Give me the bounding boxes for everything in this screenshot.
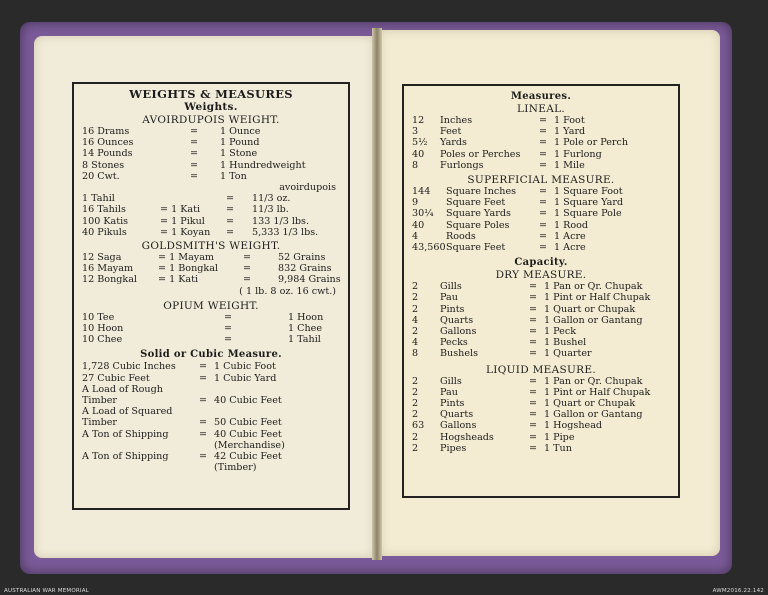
table-cell: Pints bbox=[440, 303, 465, 315]
table-cell: 9,984 Grains bbox=[278, 274, 341, 286]
table-cell: 27 Cubic Feet bbox=[82, 372, 150, 384]
table-cell: = bbox=[528, 337, 538, 349]
table-cell: 4 bbox=[412, 314, 419, 326]
table-row bbox=[412, 387, 670, 398]
table-cell: = bbox=[538, 126, 548, 138]
table-cell: = bbox=[538, 208, 548, 220]
table-cell: 1,728 Cubic Inches bbox=[82, 361, 176, 373]
table-cell: (Timber) bbox=[214, 462, 257, 474]
table-cell: (Merchandise) bbox=[214, 439, 285, 451]
avoirdupois-heading: AVOIRDUPOIS WEIGHT. bbox=[142, 114, 280, 126]
table-cell: 1 Stone bbox=[220, 148, 258, 160]
table-cell: = bbox=[528, 314, 538, 326]
table-cell: Pecks bbox=[440, 337, 468, 349]
table-cell: 40 Pikuls bbox=[82, 226, 127, 238]
table-cell: Hogsheads bbox=[440, 431, 494, 443]
table-row bbox=[412, 337, 670, 348]
table-cell: 1 Peck bbox=[544, 326, 577, 338]
table-cell: = bbox=[189, 137, 199, 149]
table-cell: 1 Square Pole bbox=[554, 208, 622, 220]
table-cell: 100 Katis bbox=[82, 215, 129, 227]
table-row bbox=[82, 193, 340, 204]
table-row bbox=[82, 216, 340, 227]
table-row bbox=[412, 281, 670, 292]
table-cell: 1 Pole or Perch bbox=[554, 137, 629, 149]
table-row bbox=[82, 462, 340, 473]
opium-rows bbox=[82, 312, 340, 346]
table-cell: Square Feet bbox=[446, 197, 506, 209]
table-row bbox=[412, 115, 670, 126]
table-cell: 2 bbox=[412, 398, 419, 410]
table-cell: A Ton of Shipping bbox=[82, 451, 169, 463]
table-row bbox=[82, 252, 340, 263]
table-row bbox=[82, 148, 340, 159]
table-cell: 2 bbox=[412, 431, 419, 443]
table-row bbox=[82, 171, 340, 182]
measures-title: Measures. bbox=[510, 91, 572, 102]
table-cell: 1 Tahil bbox=[82, 193, 115, 205]
table-row bbox=[412, 420, 670, 431]
table-cell: Pau bbox=[440, 292, 458, 304]
table-cell: = bbox=[528, 386, 538, 398]
table-cell: = bbox=[538, 242, 548, 254]
table-cell: 20 Cwt. bbox=[82, 170, 120, 182]
table-cell: 133 1/3 lbs. bbox=[252, 215, 310, 227]
table-cell bbox=[160, 193, 208, 204]
table-cell: = bbox=[528, 326, 538, 338]
table-cell: = bbox=[528, 431, 538, 443]
table-row bbox=[412, 326, 670, 337]
table-cell: 40 bbox=[412, 219, 425, 231]
table-cell: Square Yards bbox=[446, 208, 511, 220]
table-cell: 2 bbox=[412, 375, 419, 387]
footer-right-label: AWM2016.22.142 bbox=[712, 588, 764, 594]
table-cell bbox=[192, 406, 214, 417]
table-cell: = bbox=[198, 361, 208, 373]
table-cell: = bbox=[538, 137, 548, 149]
table-cell: 10 Chee bbox=[82, 334, 123, 346]
table-cell: 16 Drams bbox=[82, 126, 130, 137]
table-cell: 52 Grains bbox=[278, 252, 326, 264]
table-cell: 1 Square Yard bbox=[554, 197, 624, 209]
table-row bbox=[82, 323, 340, 334]
table-row bbox=[412, 186, 670, 197]
table-cell: 1 Foot bbox=[554, 115, 585, 126]
cubic-heading: Solid or Cubic Measure. bbox=[140, 349, 282, 361]
table-cell: Quarts bbox=[440, 409, 474, 421]
avoirdupois-rows bbox=[82, 126, 340, 182]
table-cell: 1 Ounce bbox=[220, 126, 261, 137]
table-row bbox=[82, 334, 340, 345]
table-cell: 16 Ounces bbox=[82, 137, 134, 149]
table-cell: = bbox=[225, 193, 235, 205]
table-cell: 2 bbox=[412, 326, 419, 338]
table-cell: 1 Ton bbox=[220, 170, 247, 182]
table-cell: 11/3 lb. bbox=[252, 204, 289, 216]
table-cell: = bbox=[538, 197, 548, 209]
table-cell: = bbox=[528, 442, 538, 454]
table-cell: 9 bbox=[412, 197, 419, 209]
table-cell: 1 Quart or Chupak bbox=[544, 398, 636, 410]
table-cell: Pints bbox=[440, 398, 465, 410]
table-cell: 42 Cubic Feet bbox=[214, 451, 282, 463]
table-cell: = bbox=[198, 428, 208, 440]
table-cell bbox=[82, 462, 192, 473]
table-cell: 8 bbox=[412, 348, 419, 360]
table-cell: 2 bbox=[412, 303, 419, 315]
table-row bbox=[82, 160, 340, 171]
superficial-rows bbox=[412, 186, 670, 253]
table-cell: A Ton of Shipping bbox=[82, 428, 169, 440]
capacity-heading: Capacity. bbox=[514, 257, 568, 269]
tahil-rows bbox=[82, 193, 340, 238]
table-row bbox=[412, 126, 670, 137]
table-row bbox=[412, 292, 670, 303]
table-cell: = bbox=[189, 126, 199, 137]
table-cell: 40 Cubic Feet bbox=[214, 428, 282, 440]
table-cell: = bbox=[198, 372, 208, 384]
table-cell: = bbox=[225, 226, 235, 238]
dry-rows bbox=[412, 281, 670, 359]
table-row bbox=[82, 263, 340, 274]
table-cell: = 1 Koyan bbox=[160, 226, 211, 238]
table-cell: = bbox=[198, 451, 208, 463]
table-cell: = bbox=[538, 186, 548, 198]
table-cell: = bbox=[538, 115, 548, 126]
table-cell: 1 Hogshead bbox=[544, 420, 603, 432]
table-cell: 2 bbox=[412, 442, 419, 454]
table-cell: 1 Yard bbox=[554, 126, 586, 138]
table-cell: 1 Chee bbox=[288, 323, 323, 335]
table-cell: Poles or Perches bbox=[440, 148, 521, 160]
table-row bbox=[412, 304, 670, 315]
table-cell: = bbox=[198, 395, 208, 407]
table-cell: Gallons bbox=[440, 420, 477, 432]
table-cell: A Load of Squared bbox=[82, 406, 173, 418]
table-cell: Gills bbox=[440, 281, 462, 293]
table-row bbox=[412, 315, 670, 326]
table-cell: 2 bbox=[412, 281, 419, 293]
table-row bbox=[82, 373, 340, 384]
table-cell: Yards bbox=[440, 137, 467, 149]
table-row bbox=[82, 417, 340, 428]
table-cell: 12 Bongkal bbox=[82, 274, 138, 286]
table-row bbox=[412, 160, 670, 171]
table-cell: Bushels bbox=[440, 348, 479, 360]
superficial-heading: SUPERFICIAL MEASURE. bbox=[467, 174, 615, 187]
table-cell: = bbox=[538, 219, 548, 231]
liquid-measure-heading: LIQUID MEASURE. bbox=[486, 363, 596, 376]
table-cell: = bbox=[528, 398, 538, 410]
table-cell: = bbox=[225, 204, 235, 216]
table-cell: 16 Tahils bbox=[82, 204, 126, 216]
goldsmith-heading: GOLDSMITH'S WEIGHT. bbox=[141, 240, 281, 253]
table-cell bbox=[214, 406, 360, 417]
table-cell: 1 Rood bbox=[554, 219, 589, 231]
weights-subtitle: Weights. bbox=[184, 101, 238, 113]
table-cell: 1 Gallon or Gantang bbox=[544, 314, 643, 326]
goldsmith-rows bbox=[82, 252, 340, 286]
table-cell: 1 Acre bbox=[554, 242, 586, 254]
liquid-rows bbox=[412, 376, 670, 454]
table-cell: 2 bbox=[412, 292, 419, 304]
table-row bbox=[82, 227, 340, 238]
table-row bbox=[82, 137, 340, 148]
table-cell: = 1 Mayam bbox=[158, 252, 215, 264]
table-row bbox=[82, 361, 340, 372]
table-cell: 1 Cubic Foot bbox=[214, 361, 276, 373]
lineal-rows bbox=[412, 115, 670, 171]
table-cell: = bbox=[528, 420, 538, 432]
table-cell: Feet bbox=[440, 126, 462, 138]
lineal-heading: LINEAL. bbox=[517, 103, 565, 115]
avoirdupois-note: avoirdupois bbox=[279, 182, 336, 194]
table-cell: 832 Grains bbox=[278, 263, 332, 275]
table-cell: 1 Mile bbox=[554, 159, 585, 171]
table-cell: Furlongs bbox=[440, 159, 484, 171]
table-cell: 2 bbox=[412, 386, 419, 398]
table-row bbox=[82, 312, 340, 323]
table-row bbox=[82, 126, 340, 137]
goldsmith-note: ( 1 lb. 8 oz. 16 cwt.) bbox=[239, 285, 336, 297]
table-cell: 1 Tun bbox=[544, 442, 572, 454]
table-cell bbox=[192, 462, 214, 473]
table-cell: 10 Tee bbox=[82, 311, 115, 323]
table-cell: 50 Cubic Feet bbox=[214, 417, 282, 429]
table-cell: 1 Pound bbox=[220, 137, 260, 149]
table-cell: 144 bbox=[412, 186, 431, 198]
table-cell: 30¼ bbox=[412, 208, 434, 220]
table-cell: 4 bbox=[412, 230, 419, 242]
table-row bbox=[82, 204, 340, 215]
table-cell: 1 Furlong bbox=[554, 148, 602, 160]
table-cell: 5½ bbox=[412, 137, 428, 149]
table-row bbox=[412, 443, 670, 454]
table-cell: Timber bbox=[82, 395, 117, 407]
table-cell: = bbox=[528, 409, 538, 421]
table-cell: 2 bbox=[412, 409, 419, 421]
table-cell: 1 Hoon bbox=[288, 311, 324, 323]
table-cell: 12 bbox=[412, 115, 425, 126]
table-cell: 14 Pounds bbox=[82, 148, 133, 160]
table-cell: 1 Square Foot bbox=[554, 186, 623, 198]
table-cell: Pipes bbox=[440, 442, 467, 454]
table-cell: 1 Acre bbox=[554, 230, 586, 242]
opium-heading: OPIUM WEIGHT. bbox=[163, 299, 259, 312]
table-cell: 10 Hoon bbox=[82, 323, 124, 335]
table-cell: 8 bbox=[412, 159, 419, 171]
table-cell: 1 Hundredweight bbox=[220, 159, 306, 171]
table-row bbox=[82, 451, 340, 462]
table-cell: Square Poles bbox=[446, 219, 510, 231]
table-row bbox=[412, 242, 670, 253]
table-cell: 5,333 1/3 lbs. bbox=[252, 226, 319, 238]
table-cell: = bbox=[223, 323, 233, 335]
table-cell bbox=[82, 440, 192, 451]
table-cell: 1 Tahil bbox=[288, 334, 321, 346]
table-cell: = bbox=[223, 334, 233, 346]
table-row bbox=[412, 137, 670, 148]
table-row bbox=[412, 432, 670, 443]
table-row bbox=[412, 409, 670, 420]
table-cell: 40 Cubic Feet bbox=[214, 395, 282, 407]
table-cell: 63 bbox=[412, 420, 425, 432]
table-cell: = bbox=[242, 274, 252, 286]
table-row bbox=[82, 395, 340, 406]
table-row bbox=[82, 429, 340, 440]
table-row bbox=[412, 398, 670, 409]
table-cell: = bbox=[538, 159, 548, 171]
table-row bbox=[82, 406, 340, 417]
table-cell: Timber bbox=[82, 417, 117, 429]
table-cell bbox=[214, 384, 360, 395]
table-cell: Gallons bbox=[440, 326, 477, 338]
table-row bbox=[412, 149, 670, 160]
table-row bbox=[412, 348, 670, 359]
table-cell: Pau bbox=[440, 386, 458, 398]
table-row bbox=[412, 376, 670, 387]
table-cell: = bbox=[528, 348, 538, 360]
table-cell: = bbox=[189, 148, 199, 160]
table-cell: = bbox=[538, 148, 548, 160]
table-cell: 4 bbox=[412, 337, 419, 349]
table-cell: Square Inches bbox=[446, 186, 517, 198]
table-cell: 1 Cubic Yard bbox=[214, 372, 277, 384]
cubic-rows bbox=[82, 361, 340, 473]
table-cell: = bbox=[189, 159, 199, 171]
table-cell: Roods bbox=[446, 230, 476, 242]
table-cell: 43,560 bbox=[412, 242, 446, 254]
table-cell: = bbox=[189, 170, 199, 182]
table-cell: = bbox=[242, 263, 252, 275]
table-row bbox=[412, 208, 670, 219]
table-cell: = 1 Pikul bbox=[160, 215, 205, 227]
table-cell: = bbox=[225, 215, 235, 227]
table-cell: 1 Bushel bbox=[544, 337, 587, 349]
table-cell: = bbox=[528, 292, 538, 304]
table-cell: = 1 Kati bbox=[158, 274, 199, 286]
table-cell: A Load of Rough bbox=[82, 383, 163, 395]
table-cell: Quarts bbox=[440, 314, 474, 326]
table-cell: = 1 Bongkal bbox=[158, 263, 218, 275]
table-cell: 12 Saga bbox=[82, 252, 122, 264]
footer-left-label: AUSTRALIAN WAR MEMORIAL bbox=[4, 588, 89, 594]
table-row bbox=[412, 197, 670, 208]
table-cell: = bbox=[528, 281, 538, 293]
table-cell: 1 Pipe bbox=[544, 431, 575, 443]
table-row bbox=[82, 384, 340, 395]
table-row bbox=[412, 220, 670, 231]
table-cell: 11/3 oz. bbox=[252, 193, 291, 205]
table-row bbox=[412, 231, 670, 242]
table-cell: 1 Gallon or Gantang bbox=[544, 409, 643, 421]
table-cell: 3 bbox=[412, 126, 419, 138]
table-cell: = bbox=[242, 252, 252, 264]
table-cell: 1 Pan or Qr. Chupak bbox=[544, 375, 643, 387]
table-cell: 40 bbox=[412, 148, 425, 160]
table-row bbox=[82, 440, 340, 451]
table-cell: 1 Quarter bbox=[544, 348, 592, 360]
table-cell: = bbox=[223, 311, 233, 323]
table-cell: = bbox=[198, 417, 208, 429]
book-gutter bbox=[372, 28, 382, 560]
table-cell: 1 Quart or Chupak bbox=[544, 303, 636, 315]
table-cell bbox=[192, 440, 214, 451]
table-cell: Inches bbox=[440, 115, 473, 126]
table-cell: Square Feet bbox=[446, 242, 506, 254]
measures-table bbox=[402, 84, 680, 498]
table-cell: Gills bbox=[440, 375, 462, 387]
weights-measures-title: WEIGHTS & MEASURES bbox=[129, 87, 293, 101]
table-cell: = 1 Kati bbox=[160, 204, 201, 216]
table-cell: = bbox=[528, 303, 538, 315]
dry-measure-heading: DRY MEASURE. bbox=[495, 269, 587, 282]
table-cell: 1 Pan or Qr. Chupak bbox=[544, 281, 643, 293]
table-cell: = bbox=[538, 230, 548, 242]
table-cell: 16 Mayam bbox=[82, 263, 134, 275]
table-row bbox=[82, 274, 340, 285]
table-cell: 1 Pint or Half Chupak bbox=[544, 292, 651, 304]
table-cell: 8 Stones bbox=[82, 159, 125, 171]
weights-table bbox=[72, 82, 350, 510]
table-cell: 1 Pint or Half Chupak bbox=[544, 386, 651, 398]
table-cell: = bbox=[528, 375, 538, 387]
table-cell bbox=[192, 384, 214, 395]
